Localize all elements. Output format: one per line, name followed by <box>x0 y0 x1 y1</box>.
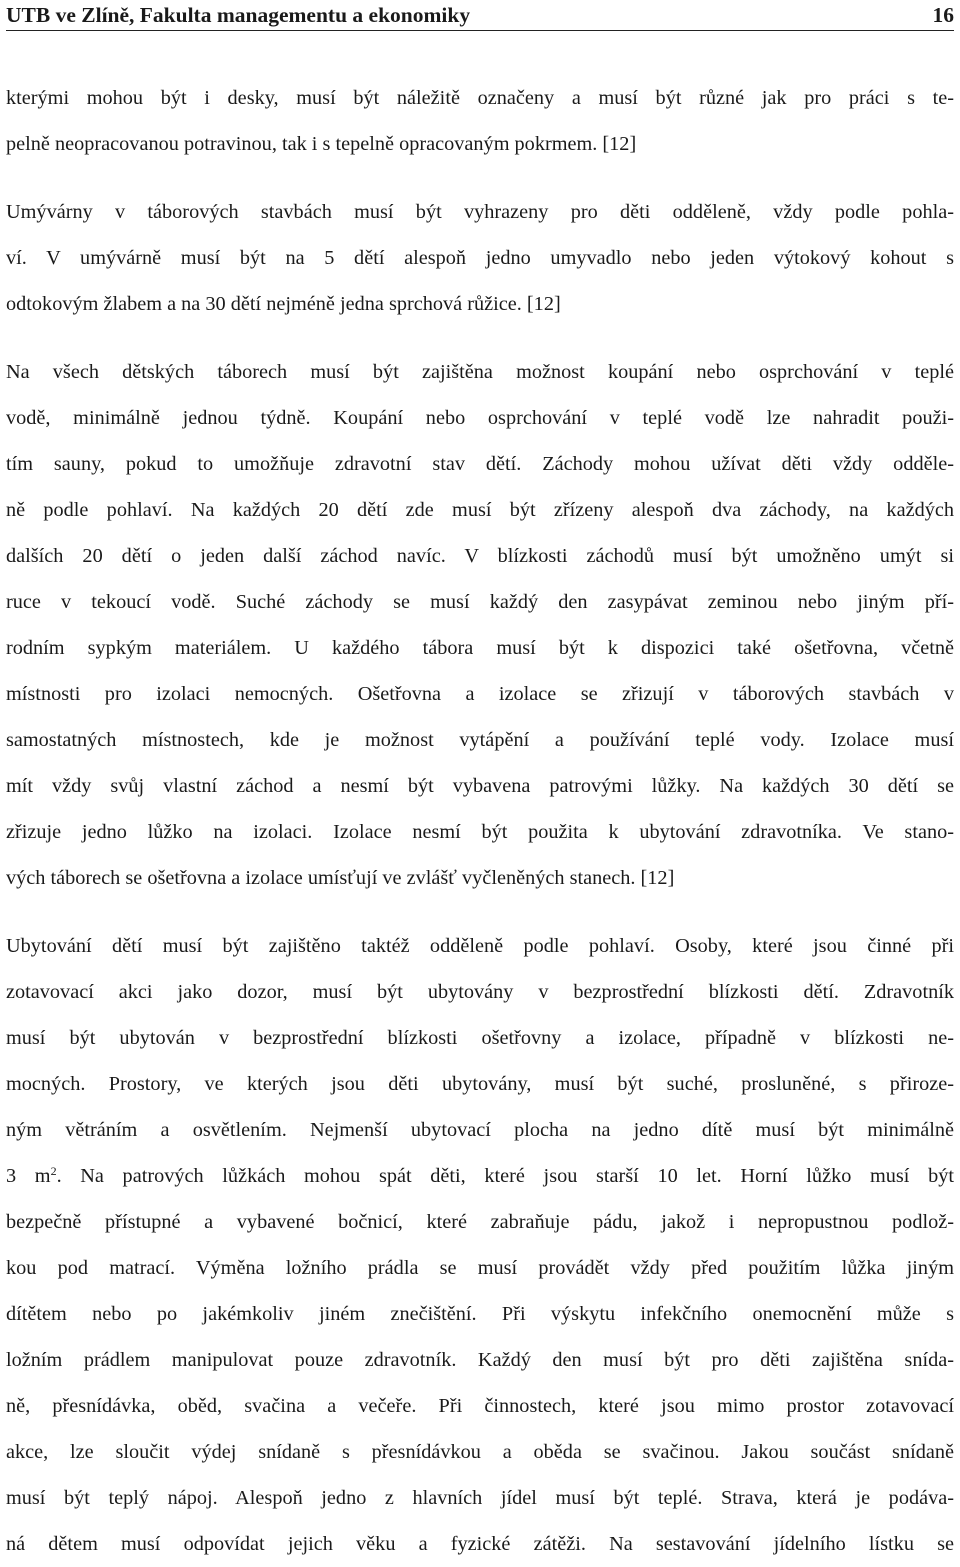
paragraph-line: musí být teplý nápoj. Alespoň jedno z hlavních jídel musí být teplé. Strava, která je podáva- <box>6 1487 954 1509</box>
paragraph-line: ně, přesnídávka, oběd, svačina a večeře. Při činnostech, které jsou mimo prostor zotavovací <box>6 1395 954 1417</box>
paragraph-line: zřizuje jedno lůžko na izolaci. Izolace nesmí být použita k ubytování zdravotníka. Ve stano- <box>6 821 954 843</box>
paragraph-line: ně podle pohlaví. Na každých 20 dětí zde musí být zřízeny alespoň dva záchody, na každých <box>6 499 954 521</box>
paragraph-line: ným větráním a osvětlením. Nejmenší ubytovací plocha na jedno dítě musí být minimálně <box>6 1119 954 1141</box>
paragraph-line: mocných. Prostory, ve kterých jsou děti ubytovány, musí být suché, prosluněné, s přiroze- <box>6 1073 954 1095</box>
paragraph-line: Na všech dětských táborech musí být zajištěna možnost koupání nebo osprchování v teplé <box>6 361 954 383</box>
paragraph-line: ná dětem musí odpovídat jejich věku a fyzické zátěži. Na sestavování jídelního lístku se <box>6 1533 954 1555</box>
paragraph-line: rodním sypkým materiálem. U každého tábora musí být k dispozici také ošetřovna, včetně <box>6 637 954 659</box>
paragraph-line: kterými mohou být i desky, musí být náležitě označeny a musí být různé jak pro práci s te- <box>6 87 954 109</box>
paragraph-line: zotavovací akci jako dozor, musí být ubytovány v bezprostřední blízkosti dětí. Zdravotník <box>6 981 954 1003</box>
area-superscript: 2 <box>50 1164 57 1178</box>
paragraph-line: Ubytování dětí musí být zajištěno taktéž odděleně podle pohlaví. Osoby, které jsou činné při <box>6 935 954 957</box>
paragraph-line: odtokovým žlabem a na 30 dětí nejméně jedna sprchová růžice. [12] <box>6 293 561 315</box>
area-line-rest: . Na patrových lůžkách mohou spát děti, které jsou starší 10 let. Horní lůžko musí být <box>56 1165 954 1187</box>
paragraph-line: ložním prádlem manipulovat pouze zdravotník. Každý den musí být pro děti zajištěna snída- <box>6 1349 954 1371</box>
paragraph-line: místnosti pro izolaci nemocných. Ošetřovna a izolace se zřizují v táborových stavbách v <box>6 683 954 705</box>
paragraph-line: ví. V umývárně musí být na 5 dětí alespoň jedno umyvadlo nebo jeden výtokový kohout s <box>6 247 954 269</box>
paragraph-line: musí být ubytován v bezprostřední blízkosti ošetřovny a izolace, případně v blízkosti ne- <box>6 1027 954 1049</box>
paragraph-line: pelně neopracovanou potravinou, tak i s tepelně opracovaným pokrmem. [12] <box>6 133 637 155</box>
paragraph-line: ruce v tekoucí vodě. Suché záchody se musí každý den zasypávat zeminou nebo jiným pří- <box>6 591 954 613</box>
paragraph-line: kou pod matrací. Výměna ložního prádla se musí provádět vždy před použitím lůžka jiným <box>6 1257 954 1279</box>
area-value: 3 m <box>6 1165 51 1187</box>
paragraph-line: samostatných místnostech, kde je možnost vytápění a používání teplé vody. Izolace musí <box>6 729 954 751</box>
paragraph-line: bezpečně přístupné a vybavené bočnicí, které zabraňuje pádu, jakož i nepropustnou podlož- <box>6 1211 954 1233</box>
paragraph-line: dalších 20 dětí o jeden další záchod navíc. V blízkosti záchodů musí být umožněno umýt si <box>6 545 954 567</box>
paragraph-line: dítětem nebo po jakémkoliv jiném znečištění. Při výskytu infekčního onemocnění může s <box>6 1303 954 1325</box>
header-title: UTB ve Zlíně, Fakulta managementu a ekonomiky <box>6 2 471 27</box>
paragraph-line: Umývárny v táborových stavbách musí být vyhrazeny pro děti odděleně, vždy podle pohla- <box>6 201 954 223</box>
paragraph-line-area <box>6 1162 954 1190</box>
paragraph-line: mít vždy svůj vlastní záchod a nesmí být vybavena patrovými lůžky. Na každých 30 dětí se <box>6 775 954 797</box>
paragraph-line: vodě, minimálně jednou týdně. Koupání nebo osprchování v teplé vodě lze nahradit použi- <box>6 407 954 429</box>
paragraph-line: akce, lze sloučit výdej snídaně s přesnídávkou a oběda se svačinou. Jakou součást snídaně <box>6 1441 954 1463</box>
page-number: 16 <box>932 2 954 27</box>
paragraph-line: tím sauny, pokud to umožňuje zdravotní stav dětí. Záchody mohou užívat děti vždy odděle- <box>6 453 954 475</box>
paragraph-line: vých táborech se ošetřovna a izolace umísťují ve zvlášť vyčleněných stanech. [12] <box>6 867 675 889</box>
page-header <box>6 0 954 31</box>
